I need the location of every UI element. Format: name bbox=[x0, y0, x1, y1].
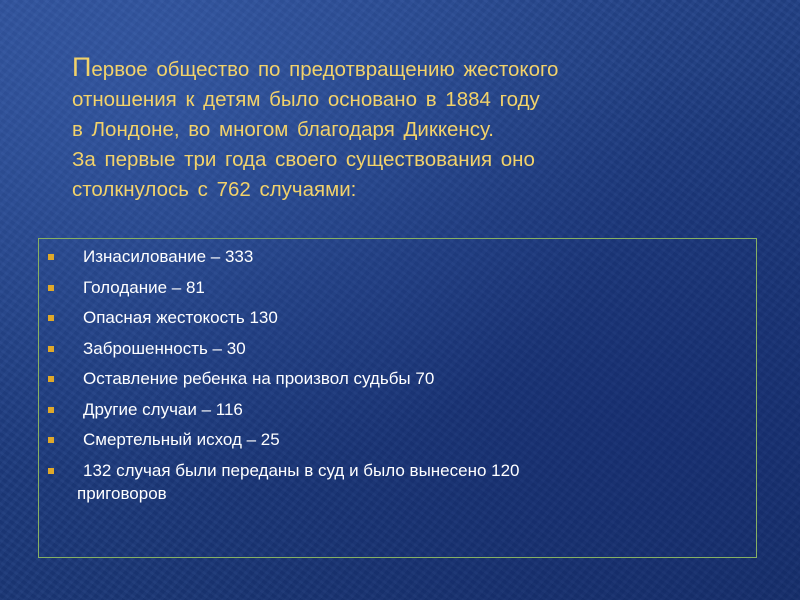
bullet-marker-icon bbox=[48, 376, 54, 382]
list-item bbox=[39, 303, 739, 334]
title-line-3: в Лондоне, во многом благодаря Диккенсу. bbox=[72, 118, 494, 141]
list-item bbox=[39, 425, 739, 456]
list-item-text-line-2: приговоров bbox=[77, 483, 167, 503]
list-item bbox=[39, 395, 739, 426]
list-item-text: Другие случаи – 116 bbox=[83, 399, 243, 419]
list-item bbox=[39, 334, 739, 365]
list-item-text: Голодание – 81 bbox=[83, 277, 205, 297]
list-item-text: Оставление ребенка на произвол судьбы 70 bbox=[83, 369, 435, 388]
title-line-4: За первые три года своего существования оно bbox=[72, 148, 535, 171]
list-item-text: Опасная жестокость 130 bbox=[83, 308, 278, 327]
list-item-text: Смертельный исход – 25 bbox=[83, 430, 280, 449]
bullet-marker-icon bbox=[48, 285, 54, 291]
title-line-2: отношения к детям было основано в 1884 году bbox=[72, 88, 540, 111]
bullet-marker-icon bbox=[48, 407, 54, 413]
title-line-1: Первое общество по предотвращению жестокого bbox=[72, 52, 559, 82]
bullet-marker-icon bbox=[48, 254, 54, 260]
bullet-list bbox=[39, 242, 739, 505]
title-first-letter: П bbox=[72, 52, 92, 82]
list-item-text-line-1: 132 случая были переданы в суд и было вынесено 120 bbox=[83, 460, 520, 480]
bullet-marker-icon bbox=[48, 346, 54, 352]
bullet-marker-icon bbox=[48, 315, 54, 321]
list-item bbox=[39, 364, 739, 395]
list-item-text: Изнасилование – 333 bbox=[83, 247, 254, 266]
title-line-5: столкнулось с 762 случаями: bbox=[72, 178, 357, 201]
list-item-text: Заброшенность – 30 bbox=[83, 338, 246, 358]
list-item bbox=[39, 242, 739, 273]
list-item bbox=[39, 456, 739, 505]
content-box bbox=[38, 238, 757, 558]
list-item bbox=[39, 273, 739, 304]
bullet-marker-icon bbox=[48, 468, 54, 474]
slide-title bbox=[72, 52, 722, 205]
bullet-marker-icon bbox=[48, 437, 54, 443]
